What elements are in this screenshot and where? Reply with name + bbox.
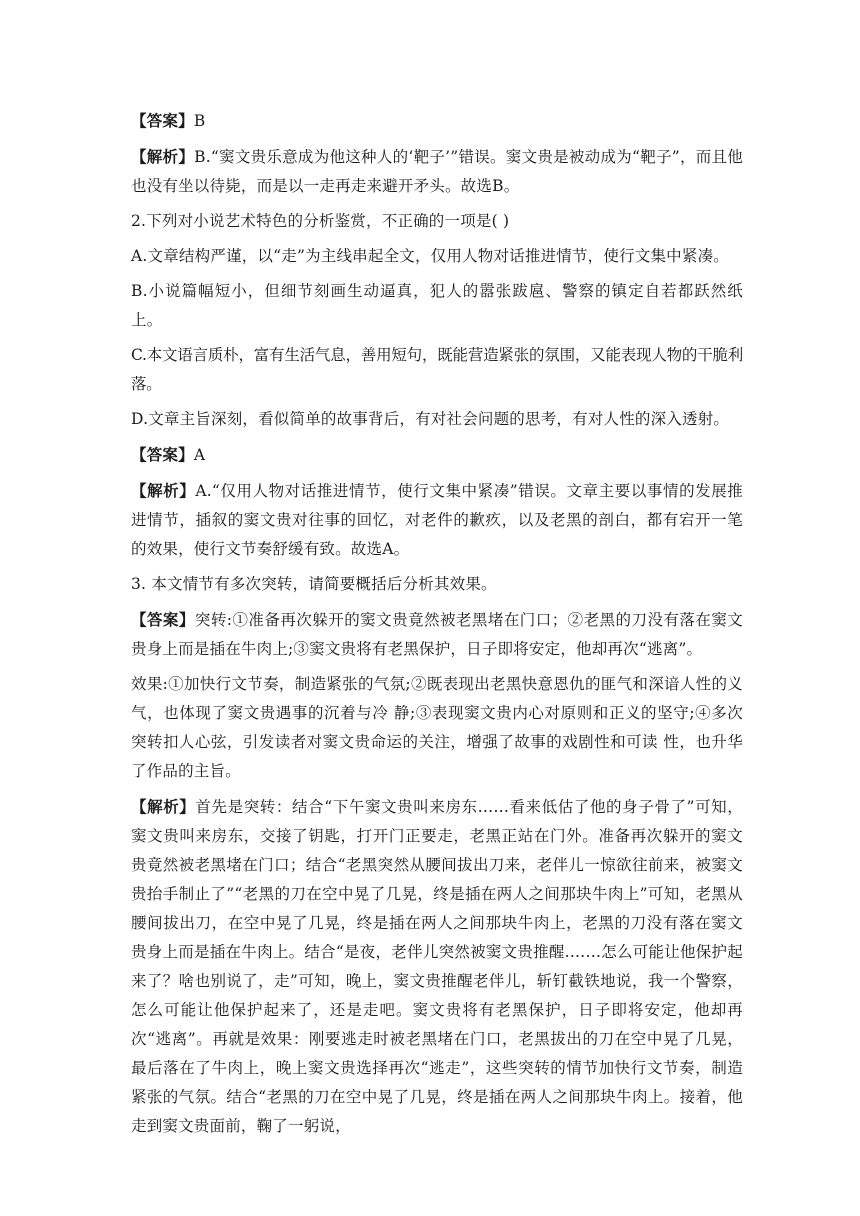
answer-label: 【答案】	[131, 111, 194, 130]
q3-stem: 3. 本文情节有多次突转，请简要概括后分析其效果。	[131, 575, 497, 593]
analysis-text: A.“仅用人物对话推进情节，使行文集中紧凑”错误。文章主要以事情的发展推进情节，插叙的窦文贵对往事的回忆，对老件的歉疚，以及老黑的剖白，都有宕开一笔的效果，使行文节奏舒缓有致。故选A。	[131, 482, 743, 558]
q3-analysis	[131, 792, 743, 1141]
q2-option-d: D.文章主旨深刻，看似简单的故事背后，有对社会问题的思考，有对人性的深入透射。	[131, 410, 730, 428]
answer-text: 突转:①准备再次躲开的窦文贵竟然被老黑堵在门口；②老黑的刀没有落在窦文贵身上而是插在牛肉上;③窦文贵将有老黑保护，日子即将安定，他却再次“逃离”。	[131, 611, 743, 658]
q2-option-a: A.文章结构严谨，以“走”为主线串起全文，仅用人物对话推进情节，使行文集中紧凑。	[131, 247, 729, 265]
q1-analysis	[131, 142, 743, 201]
answer-value: A	[193, 446, 206, 464]
q2-option-c: C.本文语言质朴，富有生活气息，善用短句，既能营造紧张的氛围，又能表现人物的干脆利落。	[131, 346, 743, 393]
answer-label: 【答案】	[131, 445, 194, 464]
analysis-label: 【解析】	[131, 147, 195, 166]
answer-value: B	[193, 112, 206, 130]
q2-analysis	[131, 476, 743, 564]
analysis-label: 【解析】	[131, 797, 196, 816]
answer-label: 【答案】	[131, 610, 195, 629]
q2-stem: 2.下列对小说艺术特色的分析鉴赏，不正确的一项是( )	[131, 212, 510, 230]
analysis-text: 首先是突转：结合“下午窦文贵叫来房东……看来低估了他的身子骨了”可知，窦文贵叫来房东，交接了钥匙，打开门正要走，老黑正站在门外。准备再次躲开的窦文贵竟然被老黑堵在门口；结合“老黑突然从腰间拔出刀来，老伴儿一惊欲往前来，被窦文贵抬手制止了”“老黑的刀在空中晃了几晃，终是插在两人之间那块牛肉上”可知，老黑从腰间拔出刀，在空中晃了几晃，终是插在两人之间那块牛肉上，老黑的刀没有落在窦文贵身上而是插在牛肉上。结合“是夜，老伴儿突然被窦文贵推醒.……怎么可能让他保护起来了？啥也别说了，走”可知，晚上，窦文贵推醒老伴儿，斩钉截铁地说，我一个警察，怎么可能让他保护起来了，还是走吧。窦文贵将有老黑保护，日子即将安定，他却再次“逃离”。再就是效果：刚要逃走时被老黑堵在门口，老黑拔出的刀在空中晃了几晃，最后落在了牛肉上，晚上窦文贵选择再次“逃走”，这些突转的情节加快行文节奏，制造紧张的气氛。结合“老黑的刀在空中晃了几晃，终是插在两人之间那块牛肉上。接着，他走到窦文贵面前，鞠了一躬说，	[131, 798, 743, 1135]
q1-answer	[131, 106, 743, 136]
q2-answer	[131, 440, 743, 470]
q3-answer-effect: 效果:①加快行文节奏，制造紧张的气氛;②既表现出老黑快意恩仇的匪气和深谙人性的义气，也体现了窦文贵遇事的沉着与冷 静;③表现窦文贵内心对原则和正义的坚守;④多次突转扣人心弦，引发读者对窦文贵命运的关注，增强了故事的戏剧性和可读 性，也升华了作品的主旨。	[131, 675, 743, 780]
q3-answer	[131, 605, 743, 664]
analysis-label: 【解析】	[131, 481, 196, 500]
q2-option-b: B.小说篇幅短小，但细节刻画生动逼真，犯人的嚣张跋扈、警察的镇定自若都跃然纸上。	[131, 282, 743, 329]
analysis-text: B.“窦文贵乐意成为他这种人的‘靶子’”错误。窦文贵是被动成为“靶子”，而且他也没有坐以待毙，而是以一走再走来避开矛头。故选B。	[131, 148, 744, 195]
page-content	[131, 106, 743, 1147]
